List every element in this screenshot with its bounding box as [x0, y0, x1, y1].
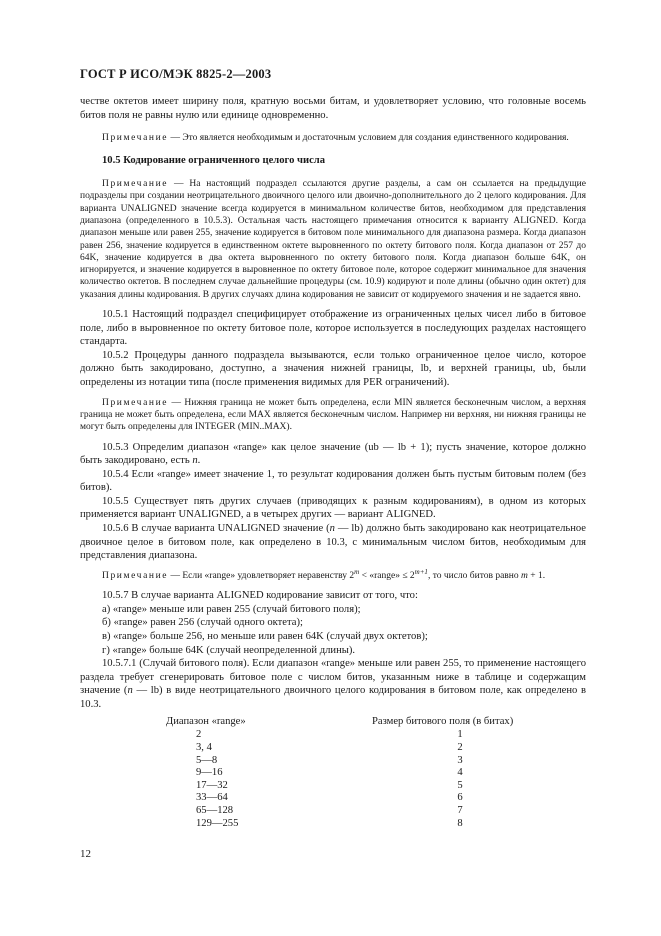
- table-cell-range: 2: [196, 729, 202, 741]
- table-cell-bits: 6: [457, 792, 463, 804]
- paragraph-10-5-6: [80, 522, 586, 563]
- variable-m: m: [521, 570, 528, 581]
- note-3: [80, 397, 586, 434]
- table-cell-range: 33—64: [196, 792, 228, 804]
- note-4: [80, 567, 586, 582]
- paragraph-continuation: честве октетов имеет ширину поля, кратную восьми битам, и удовлетворяет условию, что головные восемь битов поля не равны нулю или единице одновременно.: [80, 96, 586, 121]
- note-label: Примечание: [102, 397, 169, 408]
- note-label: Примечание: [102, 570, 169, 581]
- table-header-bits: Размер битового поля (в битах): [372, 716, 514, 728]
- list-item: а) «range» меньше или равен 255 (случай битового поля);: [102, 603, 361, 615]
- table-cell-range: 9—16: [196, 767, 223, 779]
- text-part: 10.5.7.1 (Случай битового поля). Если диапазон «range» меньше или равен 255, то применение настоящего раздела требует сгенерировать битовое поле с числом битов, указанным ниже в таблице и содержащим значение (: [80, 658, 586, 697]
- text-part: < «range» ≤ 2: [359, 570, 415, 581]
- table-cell-range: 5—8: [196, 754, 218, 766]
- paragraph-10-5-5: 10.5.5 Существует пять других случаев (приводящих к разным кодированиям), в одном из которых применяется вариант UNALIGNED, а в четырех других — вариант ALIGNED.: [80, 495, 586, 521]
- range-column: [196, 729, 238, 830]
- note-label: Примечание: [102, 133, 169, 144]
- table-header-range: Диапазон «range»: [166, 716, 246, 728]
- table-cell-bits: 2: [457, 742, 463, 754]
- table-cell-range: 129—255: [196, 817, 239, 829]
- paragraph-10-5-3: [80, 441, 586, 468]
- variable-n: n: [192, 455, 198, 467]
- list-item: г) «range» больше 64K (случай неопределенной длины).: [102, 644, 356, 656]
- paragraph-10-5-4: 10.5.4 Если «range» имеет значение 1, то результат кодирования должен быть пустым битовым полем (без битов).: [80, 468, 586, 494]
- variable-n: n: [329, 523, 335, 535]
- paragraph-10-5-7: 10.5.7 В случае варианта ALIGNED кодирование зависит от того, что:: [102, 590, 418, 602]
- section-title: 10.5 Кодирование ограниченного целого числа: [102, 155, 326, 167]
- table-cell-bits: 8: [457, 817, 463, 829]
- text-part: — lb) в виде неотрицательного двоичного целого кодирования в битовом поле, как определено в 10.3.: [80, 685, 586, 710]
- page-number: 12: [80, 848, 91, 860]
- list-item: в) «range» больше 256, но меньше или равен 64K (случай двух октетов);: [102, 630, 428, 642]
- table-cell-bits: 4: [457, 767, 463, 779]
- variable-n: n: [127, 685, 133, 697]
- bits-column: [454, 729, 466, 830]
- note-label: Примечание: [102, 179, 169, 190]
- list-item: б) «range» равен 256 (случай одного октета);: [102, 617, 303, 629]
- note-text: — На настоящий подраздел ссылаются другие разделы, а сам он ссылается на предыдущие подразделы при создании неотрицательного двоичного целого или двоично-дополнительного до 2 целого кодирования. Для варианта UNALIGNED значение всегда кодируется в минимальном количестве битов, необходимом для представления диапазона (определенного в 10.5.3). Остальная часть настоящего примечания относится к варианту ALIGNED. Когда диапазон меньше или равен 255, значение кодируется в битовом поле минимального для диапазона размера. Когда диапазон равен 256, значение кодируется в единственном октете выровненного по октету битового поля. Когда диапазон от 257 до 64K, значение кодируется в два октета выровненного по октету битового поля. Когда диапазон больше 64K, он игнорируется, и значение кодируется в выровненное по октету битовое поле, которое содержит минимальное для значения количество октетов. В последнем случае дальнейшие процедуры (см. 10.9) кодируют и поле длины (обычно один октет) для указания длины кодирования. В других случаях длина кодирования не зависит от кодируемого значения и не задается явно.: [80, 179, 586, 300]
- table-cell-range: 65—128: [196, 805, 234, 817]
- paragraph-10-5-7-1: [80, 657, 586, 711]
- table-cell-range: 17—32: [196, 779, 228, 791]
- text-part: 10.5.3 Определим диапазон «range» как целое значение (ub — lb + 1); пусть значение, которое должно быть закодировано, есть: [80, 441, 586, 467]
- table-cell-bits: 7: [457, 805, 463, 817]
- note-text: — Нижняя граница не может быть определена, если MIN является бесконечным числом, а верхняя граница не может быть определена, если MAX является бесконечным числом. Например ни верхняя, ни нижняя границы не могут быть определены для INTEGER (MIN..MAX).: [80, 397, 586, 433]
- text-part: — Если «range» удовлетворяет неравенству 2: [168, 570, 355, 581]
- paragraph-10-5-1: 10.5.1 Настоящий подраздел специфицирует отображение из ограниченных целых чисел либо в битовое поле, либо в выровненное по октету битовое поле, которое используется в последующих разделах настоящего стандарта.: [80, 309, 586, 348]
- text-part: 10.5.6 В случае варианта UNALIGNED значение (: [102, 523, 330, 535]
- note-2: [80, 178, 586, 301]
- paragraph-10-5-2: 10.5.2 Процедуры данного подраздела вызываются, если только ограниченное целое число, которое должно быть закодировано, доступно, а значения нижней границы, lb, и верхней границы, ub, были определены из нотации типа (после применения видимых для PER ограничений).: [80, 349, 586, 389]
- note-text: — Это является необходимым и достаточным условием для создания единственного кодирования.: [168, 133, 569, 144]
- table-cell-bits: 5: [457, 779, 463, 791]
- text-part: , то число битов равно: [427, 570, 521, 581]
- text-part: — lb) должно быть закодировано как неотрицательное двоичное целое в битовом поле, как определено в 10.3, с минимальным числом битов, необходимым для представления диапазона.: [80, 523, 586, 562]
- text-part: + 1.: [527, 570, 546, 581]
- text-part: .: [197, 455, 201, 467]
- table-cell-bits: 1: [457, 729, 463, 741]
- bitfield-size-table: [80, 716, 586, 831]
- exponent-m: m: [354, 567, 360, 576]
- page-content: [80, 95, 586, 831]
- exponent-m-plus-1: m+1: [414, 567, 428, 576]
- note-1: [80, 132, 586, 144]
- table-cell-range: 3, 4: [196, 742, 212, 754]
- page-header: ГОСТ Р ИСО/МЭК 8825-2—2003: [80, 67, 272, 81]
- table-cell-bits: 3: [457, 754, 463, 766]
